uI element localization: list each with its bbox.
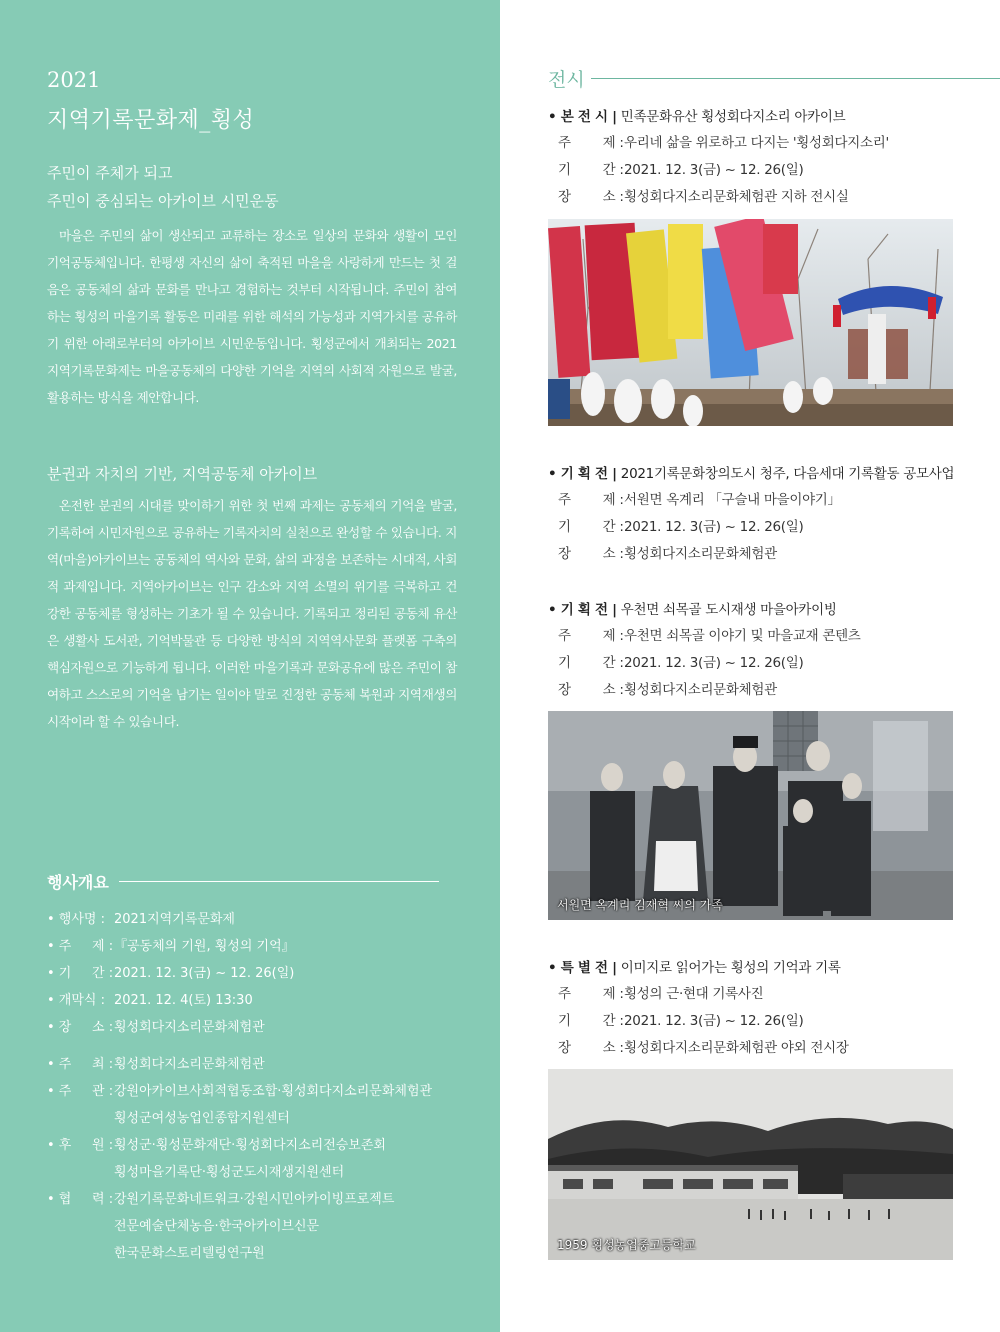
funeral-procession-photo (548, 219, 953, 426)
divider (591, 78, 1000, 79)
overview-item-theme: • 주 제 : 『공동체의 기원, 횡성의 기억』 (47, 939, 295, 954)
exhibition-theme: 주 제 : 우천면 쇠목골 이야기 및 마을교재 콘텐츠 (558, 628, 861, 644)
exhibition-venue: 장 소 : 횡성회다지소리문화체험관 지하 전시실 (558, 189, 849, 205)
exhibition-main (548, 104, 968, 211)
exhibition-title: • 본 전 시 | 민족문화유산 횡성회다지소리 아카이브 (548, 109, 846, 125)
overview-item-cooperation: • 협 력 : 강원기록문화네트워크·강원시민아카이빙프로젝트 (47, 1192, 395, 1207)
exhibition-period: 기 간 : 2021. 12. 3(금) ~ 12. 26(일) (558, 162, 804, 178)
overview-item-sponsor-cont: 횡성마을기록단·횡성군도시재생지원센터 (114, 1165, 345, 1180)
overview-item-sponsor: • 후 원 : 횡성군·횡성문화재단·횡성회다지소리전승보존회 (47, 1138, 386, 1153)
exhibition-title: • 기 획 전 | 2021기록문화창의도시 청주, 다음세대 기록활동 공모사업 (548, 466, 955, 482)
intro-paragraph: 마을은 주민의 삶이 생산되고 교류하는 장소로 일상의 문화와 생활이 모인 기억공동체입니다. 한평생 자신의 삶이 축적된 마을을 사랑하게 만드는 첫 걸음은 공동체의 삶과 문화를 만나고 경험하는 것부터 시작됩니다. 주민이 참여하는 횡성의 마을기록 활동은 미래를 위한 해석의 가능성과 지역가치를 공유하기 위한 아래로부터의 아카이브 시민운동입니다. 횡성군에서 개최되는 2021지역기록문화제는 마을공동체의 다양한 기억을 지역의 사회적 자원으로 발굴, 활용하는 방식을 제안합니다. (47, 228, 457, 405)
exhibition-period: 기 간 : 2021. 12. 3(금) ~ 12. 26(일) (558, 1013, 804, 1029)
overview-item-cooperation-cont-2: 한국문화스토리텔링연구원 (114, 1246, 265, 1261)
exhibition-period: 기 간 : 2021. 12. 3(금) ~ 12. 26(일) (558, 519, 804, 535)
exhibition-venue: 장 소 : 횡성회다지소리문화체험관 (558, 682, 777, 698)
school-1959-photo (548, 1069, 953, 1260)
subtitle-2: 분권과 자치의 기반, 지역공동체 아카이브 (47, 465, 318, 483)
overview-item-host: • 주 최 : 횡성회다지소리문화체험관 (47, 1057, 265, 1072)
divider (119, 881, 439, 882)
exhibition-theme: 주 제 : 서원면 옥계리 「구슬내 마을이야기」 (558, 492, 841, 508)
subtitle-line-2: 주민이 중심되는 아카이브 시민운동 (47, 192, 279, 210)
overview-item-organizer: • 주 관 : 강원아카이브사회적협동조합·횡성회다지소리문화체험관 (47, 1084, 433, 1099)
overview-heading-text: 행사개요 (47, 872, 109, 892)
overview-item-name: • 행사명 : 2021지역기록문화제 (47, 912, 235, 927)
overview-heading (47, 868, 439, 894)
exhibition-venue: 장 소 : 횡성회다지소리문화체험관 야외 전시장 (558, 1040, 849, 1056)
overview-list (47, 906, 477, 1041)
subtitle-line-1: 주민이 주체가 되고 (47, 164, 173, 182)
exhibition-planned-1 (548, 461, 968, 568)
photo-caption: 1959 횡성농업중고등학교 (557, 1238, 696, 1252)
exhibition-planned-2 (548, 597, 968, 704)
exhibition-title: • 기 획 전 | 우천면 쇠목골 도시재생 마을아카이빙 (548, 602, 837, 618)
event-title: 지역기록문화제_횡성 (47, 108, 255, 133)
event-year: 2021 (47, 68, 101, 92)
exhibition-venue: 장 소 : 횡성회다지소리문화체험관 (558, 546, 777, 562)
exhibition-heading (548, 64, 1000, 92)
overview-organizers (47, 1051, 477, 1267)
overview-item-venue: • 장 소 : 횡성회다지소리문화체험관 (47, 1020, 265, 1035)
exhibition-theme: 주 제 : 우리네 삶을 위로하고 다지는 '횡성회다지소리' (558, 135, 889, 151)
exhibition-title: • 특 별 전 | 이미지로 읽어가는 횡성의 기억과 기록 (548, 960, 841, 976)
overview-item-organizer-cont: 횡성군여성농업인종합지원센터 (114, 1111, 290, 1126)
overview-item-opening: • 개막식 : 2021. 12. 4(토) 13:30 (47, 993, 253, 1008)
overview-item-period: • 기 간 : 2021. 12. 3(금) ~ 12. 26(일) (47, 966, 295, 981)
exhibition-period: 기 간 : 2021. 12. 3(금) ~ 12. 26(일) (558, 655, 804, 671)
family-portrait-photo (548, 711, 953, 920)
exhibition-theme: 주 제 : 횡성의 근·현대 기록사진 (558, 986, 764, 1002)
archive-paragraph: 온전한 분권의 시대를 맞이하기 위한 첫 번째 과제는 공동체의 기억을 발굴, 기록하여 시민자원으로 공유하는 기록자치의 실천으로 완성할 수 있습니다. 지역(마을)아카이브는 공동체의 역사와 문화, 삶의 과정을 보존하는 시대적, 사회적 과제입니다. 지역아카이브는 인구 감소와 지역 소멸의 위기를 극복하고 건강한 공동체를 형성하는 기초가 될 수 있습니다. 기록되고 정리된 공동체 유산은 생활사 도서관, 기억박물관 등 다양한 방식의 지역역사문화 플랫폼 구축의 핵심자원으로 기능하게 됩니다. 이러한 마을기록과 문화공유에 많은 주민이 참여하고 스스로의 기억을 남기는 일이야 말로 진정한 공동체 복원과 지역재생의 시작이라 할 수 있습니다. (47, 498, 457, 729)
exhibition-heading-text: 전시 (548, 68, 585, 91)
overview-item-cooperation-cont-1: 전문예술단체농음·한국아카이브신문 (114, 1219, 320, 1234)
photo-caption: 서원면 옥계리 김재혁 씨의 가족 (557, 898, 723, 912)
exhibition-special (548, 955, 968, 1062)
